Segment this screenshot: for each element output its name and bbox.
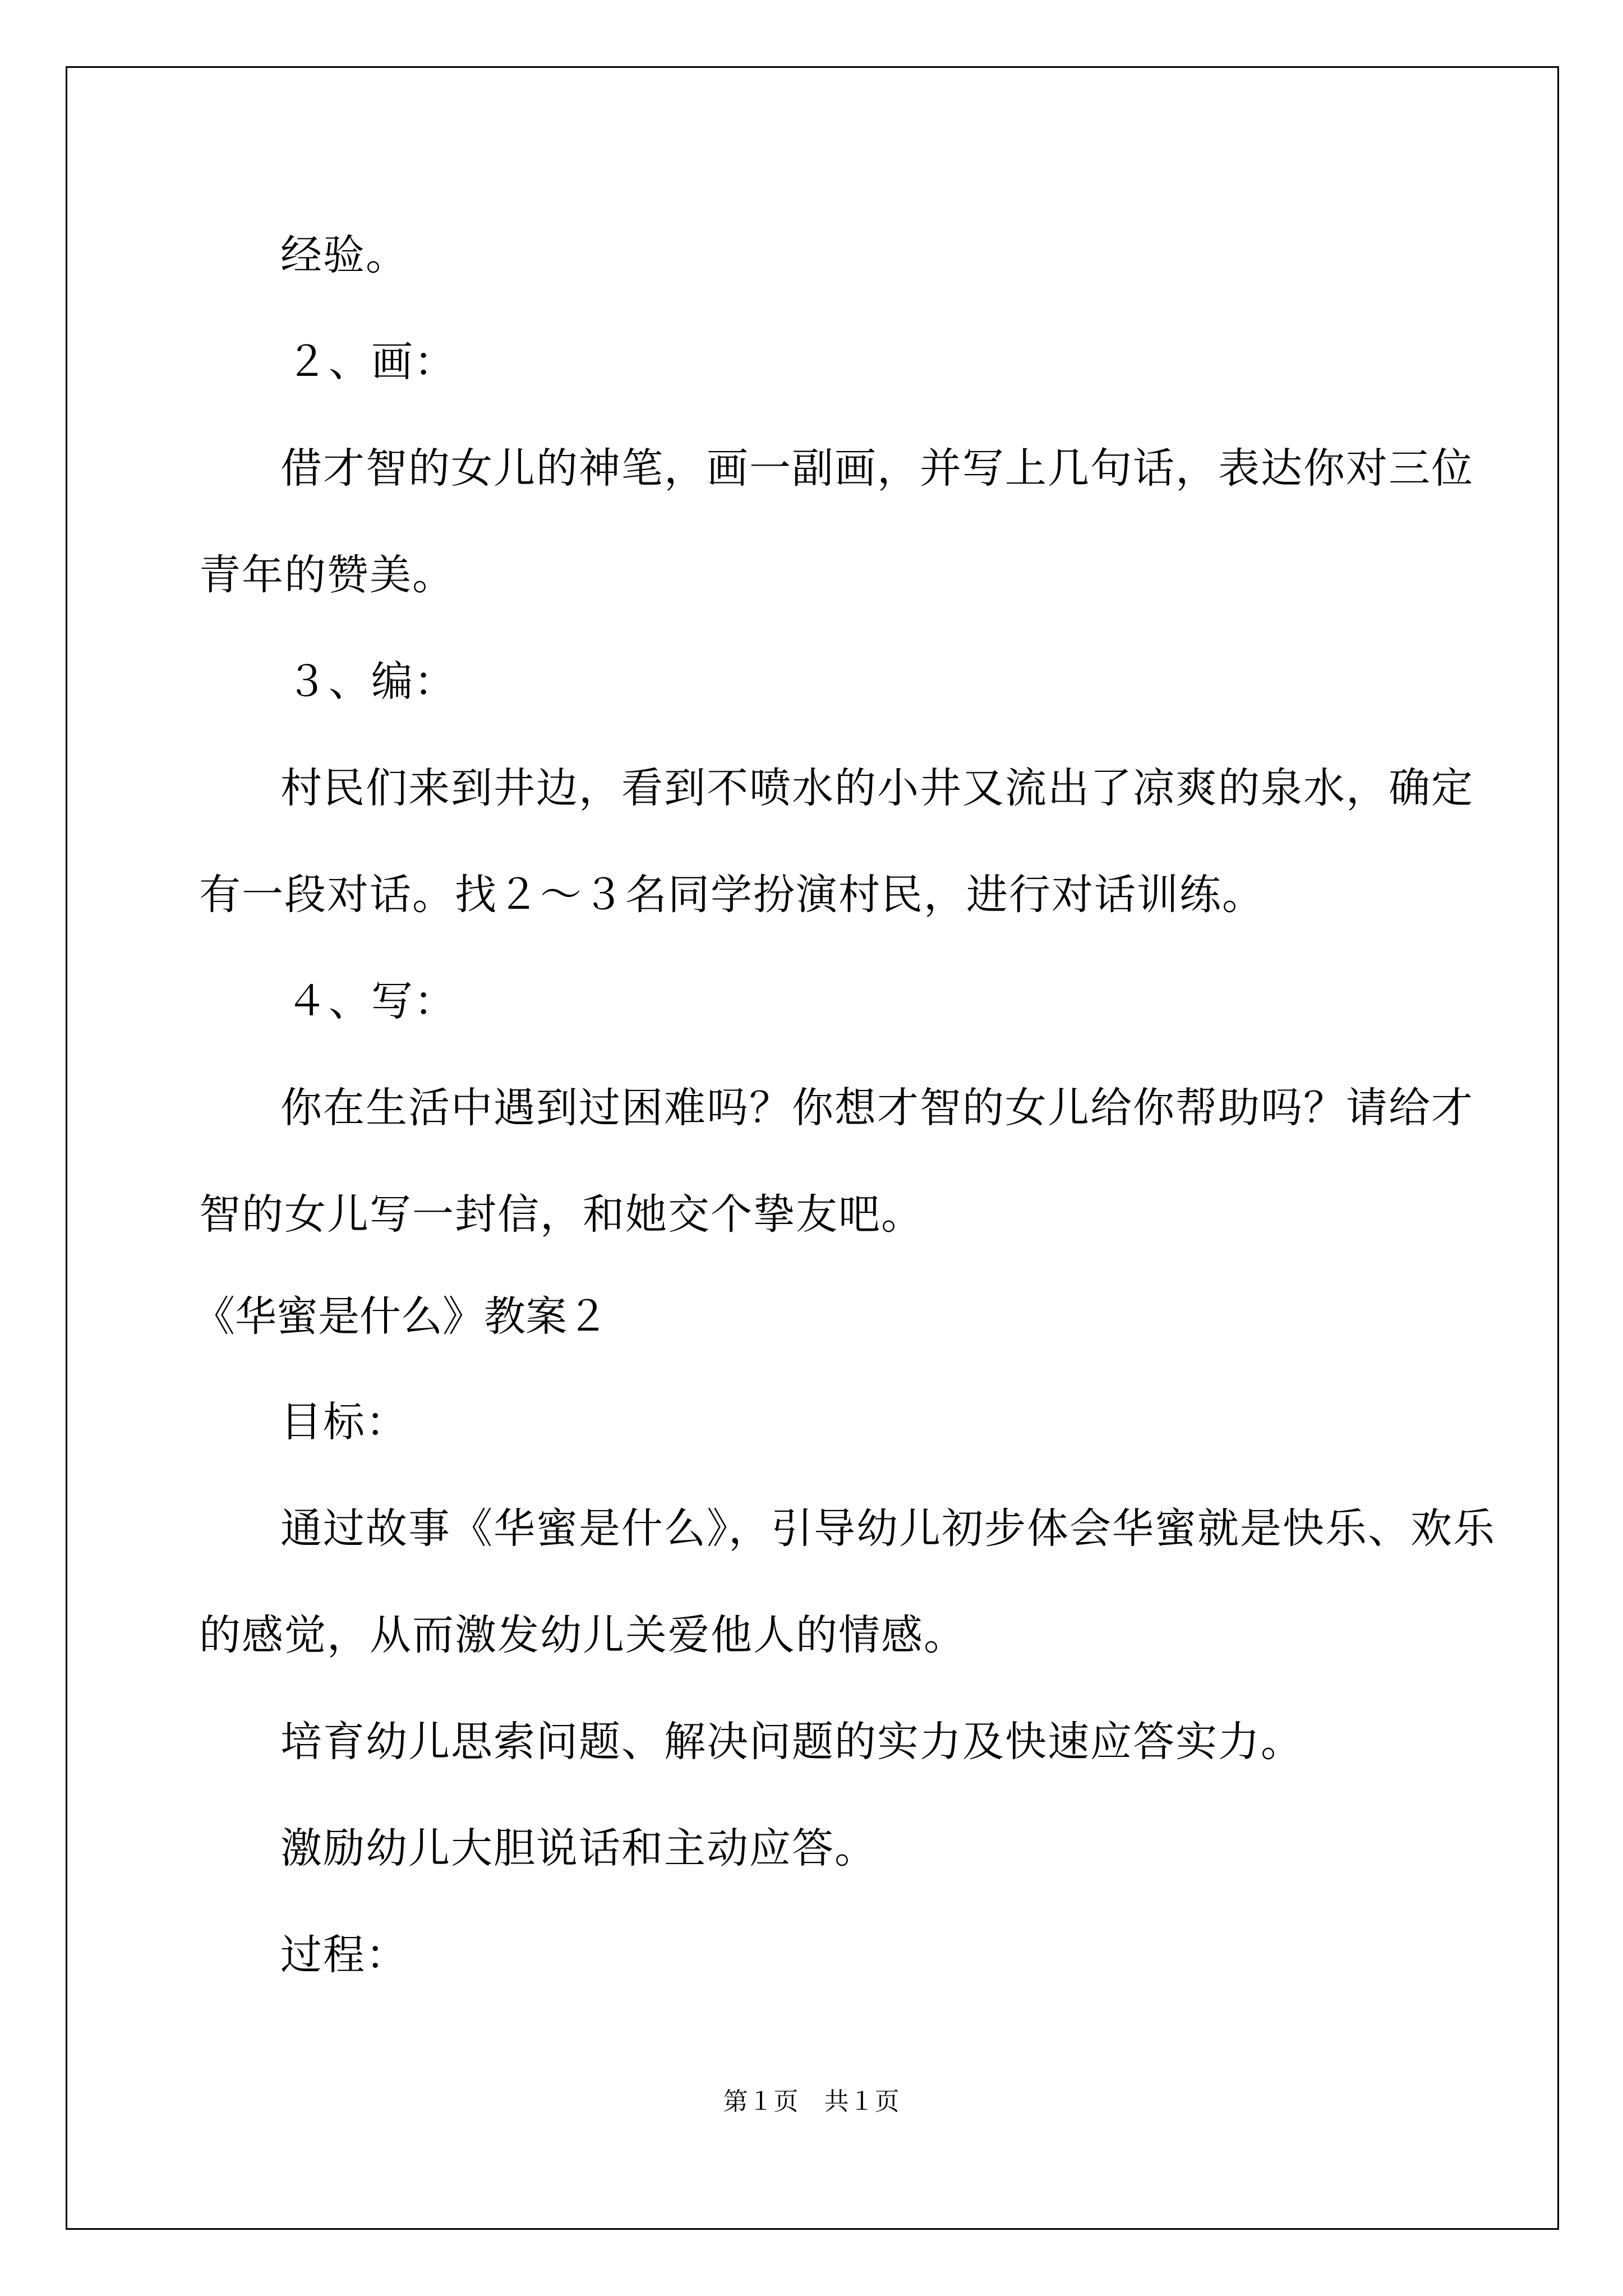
goal-1-line2: 的感觉，从而激发幼儿关爱他人的情感。: [199, 1611, 966, 1659]
goal-3: 激励幼儿大胆说话和主动应答。: [280, 1824, 877, 1872]
process-heading: 过程：: [280, 1931, 408, 1979]
paragraph-compose-line1: 村民们来到井边，看到不喷水的小井又流出了凉爽的泉水，确定: [280, 764, 1474, 812]
goal-2: 培育幼儿思索问题、解决问题的实力及快速应答实力。: [280, 1718, 1303, 1766]
goals-heading: 目标：: [280, 1398, 408, 1446]
paragraph-write-line2: 智的女儿写一封信，和她交个挚友吧。: [199, 1190, 924, 1239]
item-3-heading: ３、编：: [286, 657, 457, 706]
paragraph-draw-line2: 青年的赞美。: [199, 551, 455, 599]
item-4-heading: ４、写：: [286, 977, 457, 1025]
page-footer: 第１页 共１页: [723, 2087, 900, 2116]
paragraph-write-line1: 你在生活中遇到过困难吗？你想才智的女儿给你帮助吗？请给才: [280, 1084, 1474, 1132]
paragraph-experience: 经验。: [280, 231, 408, 279]
page-border: [66, 66, 1559, 2230]
item-2-heading: ２、画：: [286, 338, 457, 386]
lesson-plan-title: 《华蜜是什么》教案２: [193, 1292, 608, 1341]
paragraph-compose-line2: 有一段对话。找２～３名同学扮演村民，进行对话训练。: [199, 871, 1265, 919]
goal-1-line1: 通过故事《华蜜是什么》，引导幼儿初步体会华蜜就是快乐、欢乐: [280, 1504, 1496, 1553]
paragraph-draw-line1: 借才智的女儿的神笔，画一副画，并写上几句话，表达你对三位: [280, 444, 1474, 493]
